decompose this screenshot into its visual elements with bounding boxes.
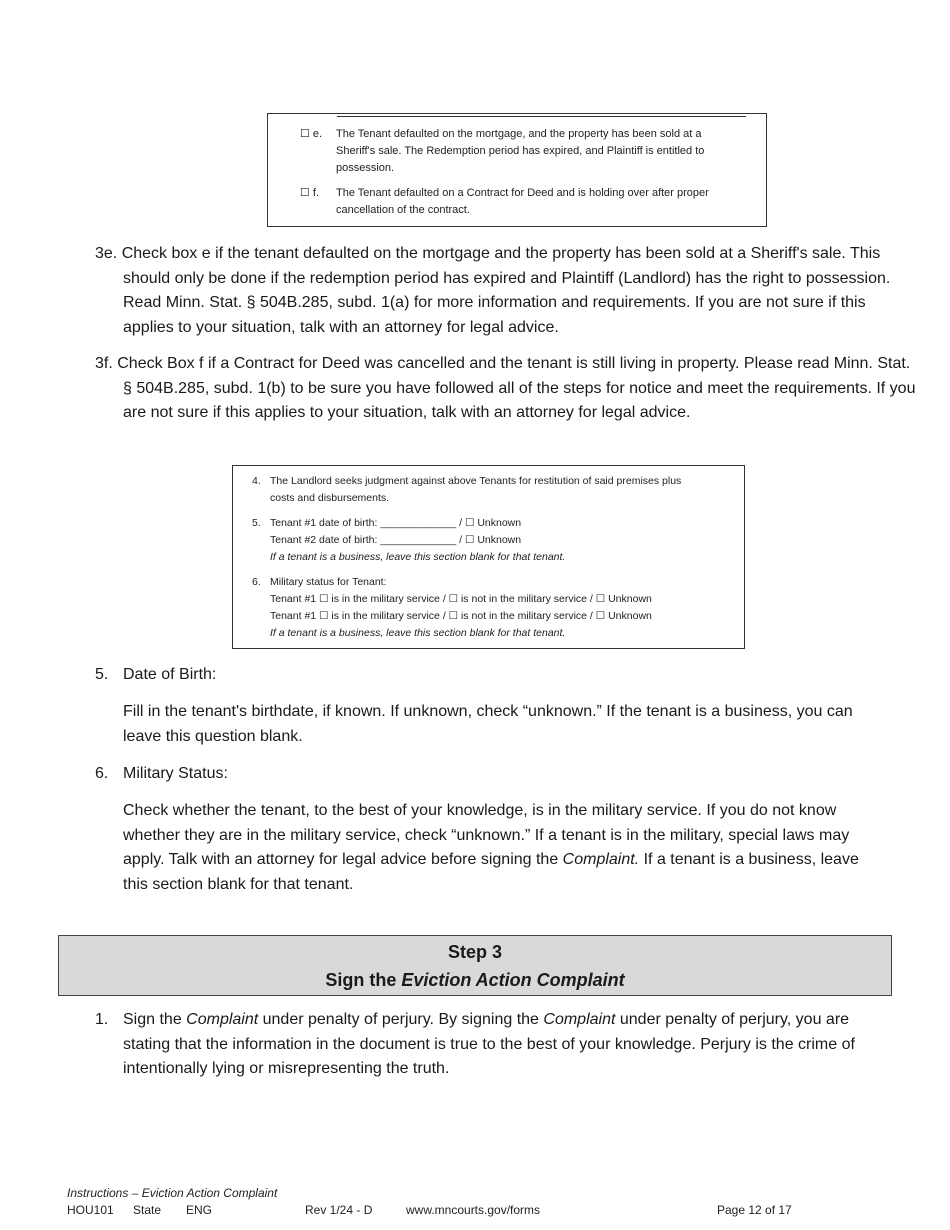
paragraph-3f: 3f. Check Box f if a Contract for Deed was cancelled and the tenant is still living in property. Please read Minn. Stat. § 504B.285, subd. 1(b) to be sure you have followed all of the steps for notice and meet the requirements. If you are not sure if this applies to your situation, talk with an attorney for legal advice. bbox=[95, 355, 916, 421]
footer-language: ENG bbox=[186, 1203, 213, 1217]
step-3-header bbox=[58, 935, 892, 996]
step-item-1-text-1: Sign the bbox=[123, 1011, 187, 1028]
option-f bbox=[300, 185, 736, 219]
step-item-1-text-3: under penalty of perjury, you are stating that the information in the document is true to the best of your knowledge. Perjury is the crime of intentionally lying or misrepresenting the truth. bbox=[123, 1011, 855, 1077]
footer-page-number: Page 12 of 17 bbox=[717, 1203, 792, 1217]
excerpt-tenant2-dob: Tenant #2 date of birth: _____________ / ☐ Unknown bbox=[270, 534, 522, 546]
item-6-title: Military Status: bbox=[123, 765, 228, 782]
excerpt-item-4-line-2: costs and disbursements. bbox=[270, 492, 390, 504]
item-5-number: 5. bbox=[95, 666, 109, 683]
step-item-1-emphasis-1: Complaint bbox=[186, 1011, 259, 1028]
footer-title: Instructions – Eviction Action Complaint bbox=[67, 1186, 278, 1200]
step-item-1-text-2: under penalty of perjury. By signing the bbox=[258, 1011, 544, 1028]
step-item-1-emphasis-2: Complaint bbox=[543, 1011, 616, 1028]
step-3-subtitle-lead: Sign the bbox=[325, 970, 402, 990]
step-item-1-number: 1. bbox=[95, 1011, 109, 1028]
footer-scope: State bbox=[133, 1203, 162, 1217]
item-6-body-emphasis: Complaint. bbox=[562, 851, 640, 868]
item-6-body-part-2: If a tenant is a business, leave this section blank for that tenant. bbox=[123, 851, 859, 893]
item-6-body bbox=[123, 799, 888, 897]
excerpt-top-rule bbox=[337, 116, 746, 117]
checkbox-f-label: ☐ f. bbox=[300, 187, 320, 199]
item-6-body-part-1: Check whether the tenant, to the best of your knowledge, is in the military service. If you do not know whether they are in the military service, check “unknown.” If a tenant is in the military, special laws may apply. Talk with an attorney for legal advice before signing the bbox=[123, 802, 850, 868]
excerpt-military-business-note: If a tenant is a business, leave this section blank for that tenant. bbox=[270, 627, 566, 639]
excerpt-military-heading: Military status for Tenant: bbox=[270, 576, 387, 588]
checkbox-e-label: ☐ e. bbox=[300, 128, 323, 140]
excerpt-military-tenant-line-1: Tenant #1 ☐ is in the military service / ☐ is not in the military service / ☐ Unknown bbox=[270, 593, 652, 605]
item-5-body: Fill in the tenant's birthdate, if known. If unknown, check “unknown.” If the tenant is a business, you can leave this question blank. bbox=[123, 703, 853, 745]
option-e-text: The Tenant defaulted on the mortgage, and the property has been sold at a Sheriff's sale. The Redemption period has expired, and Plaintiff is entitled to possession. bbox=[336, 128, 705, 174]
excerpt-military-tenant-line-2: Tenant #1 ☐ is in the military service / ☐ is not in the military service / ☐ Unknown bbox=[270, 610, 652, 622]
excerpt-item-4-number: 4. bbox=[252, 475, 261, 487]
option-e bbox=[300, 126, 736, 177]
excerpt-item-4-line-1: The Landlord seeks judgment against above Tenants for restitution of said premises plus bbox=[270, 475, 682, 487]
form-excerpt-box-2 bbox=[232, 465, 745, 649]
paragraph-3e: 3e. Check box e if the tenant defaulted on the mortgage and the property has been sold at a Sheriff's sale. This should only be done if the redemption period has expired and Plaintiff (Landlord) has the right to possession. Read Minn. Stat. § 504B.285, subd. 1(a) for more information and requirements. If you are not sure if this applies to your situation, talk with an attorney for legal advice. bbox=[95, 245, 891, 336]
step-item-1-body bbox=[123, 1008, 888, 1082]
step-3-title: Step 3 bbox=[447, 942, 503, 962]
item-6-number: 6. bbox=[95, 765, 109, 782]
excerpt-tenant1-dob: Tenant #1 date of birth: _____________ / ☐ Unknown bbox=[270, 517, 522, 529]
footer-url[interactable]: www.mncourts.gov/forms bbox=[406, 1203, 541, 1217]
footer-form-code: HOU101 bbox=[67, 1203, 114, 1217]
footer-revision: Rev 1/24 - D bbox=[305, 1203, 373, 1217]
excerpt-item-5-number: 5. bbox=[252, 517, 261, 529]
step-3-subtitle-emphasis: Eviction Action Complaint bbox=[401, 970, 625, 990]
option-f-text: The Tenant defaulted on a Contract for Deed and is holding over after proper cancellation of the contract. bbox=[336, 187, 709, 216]
excerpt-dob-business-note: If a tenant is a business, leave this section blank for that tenant. bbox=[270, 551, 566, 563]
step-3-subtitle bbox=[59, 966, 891, 994]
excerpt-item-6-number: 6. bbox=[252, 576, 261, 588]
item-5-title: Date of Birth: bbox=[123, 666, 217, 683]
form-excerpt-box-1 bbox=[267, 113, 767, 227]
